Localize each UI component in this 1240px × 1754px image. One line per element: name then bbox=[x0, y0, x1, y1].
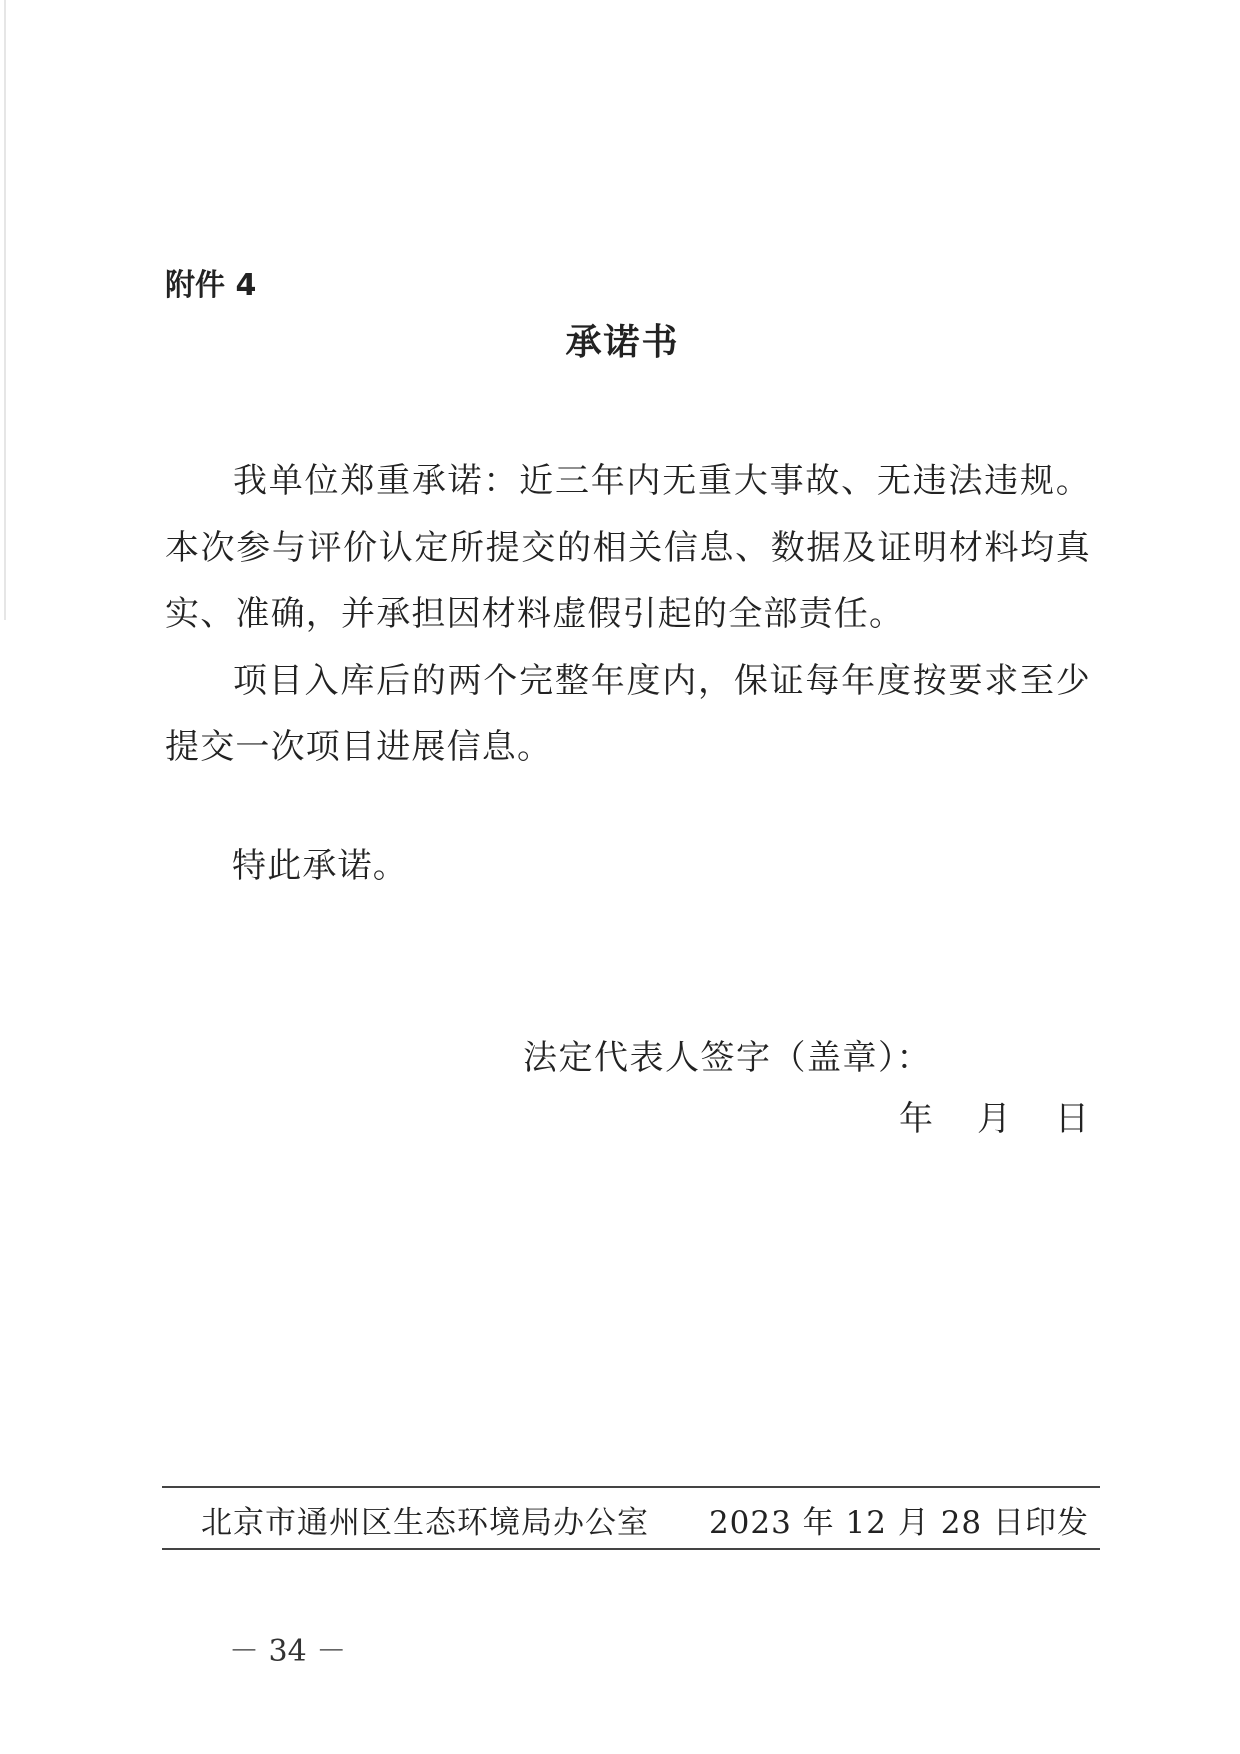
date-day: 日 bbox=[1055, 1099, 1089, 1139]
paragraph-progress: 项目入库后的两个完整年度内，保证每年度按要求至少提交一次项目进展信息。 bbox=[165, 660, 1091, 767]
closing-text: 特此承诺。 bbox=[232, 846, 408, 886]
footer-issue-date: 2023 年 12 月 28 日印发 bbox=[708, 1505, 1089, 1541]
scan-edge bbox=[4, 0, 6, 620]
date-month: 月 bbox=[977, 1099, 1011, 1139]
date-year: 年 bbox=[899, 1099, 933, 1139]
document-title: 承诺书 bbox=[565, 321, 680, 363]
signature-label: 法定代表人签字（盖章）： bbox=[523, 1038, 932, 1078]
page-number: － 34 － bbox=[229, 1634, 347, 1669]
signature-date bbox=[899, 1091, 1089, 1140]
paragraph-commitment: 我单位郑重承诺：近三年内无重大事故、无违法违规。本次参与评价认定所提交的相关信息、数据及证明材料均真实、准确，并承担因材料虚假引起的全部责任。 bbox=[165, 461, 1091, 634]
footer-bottom-rule bbox=[162, 1548, 1100, 1550]
attachment-label: 附件 4 bbox=[165, 268, 257, 303]
document-body bbox=[165, 448, 1091, 781]
footer-top-rule bbox=[162, 1486, 1100, 1488]
footer-issuer: 北京市通州区生态环境局办公室 bbox=[201, 1505, 649, 1541]
